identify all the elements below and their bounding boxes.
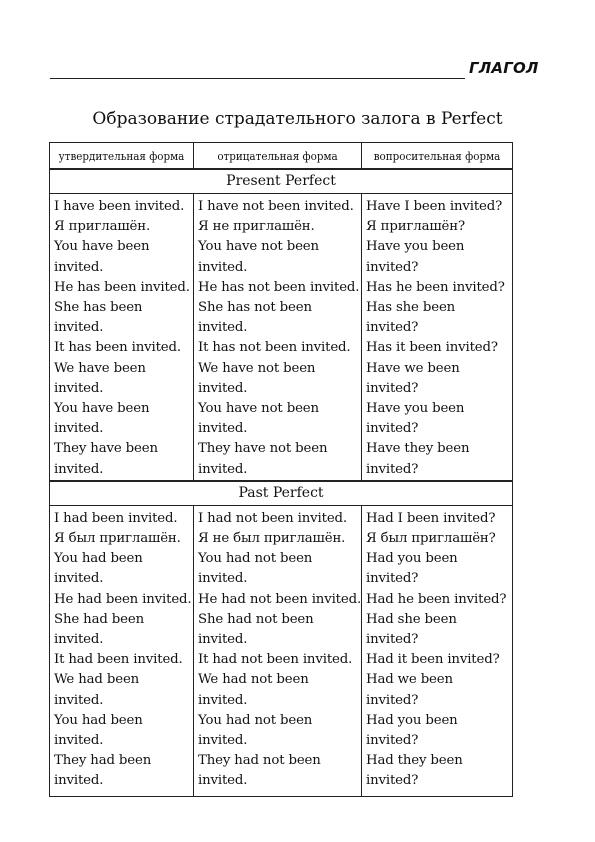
cell-line: Had she been: [366, 611, 457, 627]
table-row: [50, 505, 513, 796]
cell-line: Had I been invited?: [366, 510, 496, 526]
cell-line: He has been invited.: [54, 279, 190, 295]
cell-line: invited.: [54, 571, 104, 587]
affirmative-cell: [50, 194, 194, 481]
cell-line: Had you been: [366, 712, 458, 728]
cell-line: Had you been: [366, 551, 458, 567]
cell-line: We have been: [54, 360, 146, 376]
cell-line: invited.: [54, 461, 104, 477]
cell-line: We have not been: [198, 360, 316, 376]
cell-line: Have I been invited?: [366, 199, 503, 214]
cell-line: invited.: [54, 773, 104, 789]
cell-line: Я приглашён.: [54, 219, 151, 235]
table-row: [50, 194, 513, 481]
cell-line: invited.: [54, 692, 104, 708]
column-header-negative: отрицательная форма: [194, 143, 362, 170]
cell-line: invited?: [366, 571, 419, 587]
cell-line: invited.: [54, 632, 104, 648]
column-header-affirmative: утвердительная форма: [50, 143, 194, 170]
cell-line: Has she been: [366, 300, 456, 316]
header-rule: [50, 78, 465, 79]
cell-line: I have not been invited.: [198, 199, 354, 214]
cell-line: invited?: [366, 461, 419, 477]
cell-line: Had we been: [366, 672, 453, 688]
cell-line: I have been invited.: [54, 199, 185, 214]
cell-line: Had it been invited?: [366, 652, 500, 668]
cell-line: Has he been invited?: [366, 279, 505, 295]
cell-line: You had not been: [198, 712, 313, 728]
cell-line: It has been invited.: [54, 340, 181, 356]
cell-line: invited.: [54, 320, 104, 336]
cell-line: invited.: [54, 421, 104, 437]
cell-line: I had been invited.: [54, 510, 178, 526]
cell-line: They had been: [54, 753, 152, 769]
section-row-present-perfect: [50, 169, 513, 194]
cell-line: Я приглашён?: [366, 219, 465, 235]
cell-line: It has not been invited.: [198, 340, 351, 356]
cell-line: He had been invited.: [54, 591, 192, 607]
cell-line: invited.: [198, 259, 248, 275]
cell-line: You have not been: [198, 239, 319, 255]
cell-line: invited?: [366, 259, 419, 275]
cell-line: Has it been invited?: [366, 340, 498, 356]
affirmative-cell: [50, 505, 194, 796]
cell-line: She had not been: [198, 611, 314, 627]
cell-line: invited?: [366, 692, 419, 708]
cell-line: invited?: [366, 320, 419, 336]
section-row-past-perfect: [50, 481, 513, 506]
cell-line: Я был приглашён?: [366, 531, 496, 547]
cell-line: Have we been: [366, 360, 460, 376]
cell-line: invited.: [198, 571, 248, 587]
cell-line: invited.: [198, 692, 248, 708]
cell-line: invited.: [198, 632, 248, 648]
cell-line: Had they been: [366, 753, 463, 769]
cell-line: It had not been invited.: [198, 652, 353, 668]
cell-line: He has not been invited.: [198, 279, 360, 295]
cell-line: She had been: [54, 611, 145, 627]
running-header-label: ГЛАГОЛ: [469, 59, 539, 77]
page-title: Образование страдательного залога в Perfect: [92, 109, 503, 129]
section-title: Past Perfect: [50, 481, 513, 506]
cell-line: Have you been: [366, 239, 465, 255]
cell-line: invited.: [198, 421, 248, 437]
cell-line: Have they been: [366, 441, 470, 457]
cell-line: It had been invited.: [54, 652, 183, 668]
cell-line: invited.: [54, 380, 104, 396]
column-header-interrogative: вопросительная форма: [362, 143, 513, 170]
cell-line: invited?: [366, 733, 419, 749]
cell-line: Я не был приглашён.: [198, 531, 346, 547]
cell-line: He had not been invited.: [198, 591, 362, 607]
cell-line: You have not been: [198, 401, 319, 417]
cell-line: We had been: [54, 672, 140, 688]
cell-line: invited.: [54, 733, 104, 749]
negative-cell: [194, 505, 362, 796]
cell-line: You had been: [54, 551, 143, 567]
cell-line: They have not been: [198, 441, 328, 457]
cell-line: You had not been: [198, 551, 313, 567]
cell-line: invited?: [366, 773, 419, 789]
cell-line: invited.: [198, 320, 248, 336]
cell-line: invited.: [198, 773, 248, 789]
cell-line: invited.: [198, 461, 248, 477]
cell-line: invited.: [54, 259, 104, 275]
cell-line: invited?: [366, 632, 419, 648]
cell-line: You have been: [54, 239, 150, 255]
cell-line: invited?: [366, 421, 419, 437]
interrogative-cell: [362, 505, 513, 796]
cell-line: She has been: [54, 300, 143, 316]
section-title: Present Perfect: [50, 169, 513, 194]
cell-line: Have you been: [366, 401, 465, 417]
interrogative-cell: [362, 194, 513, 481]
cell-line: They have been: [54, 441, 158, 457]
cell-line: invited.: [198, 733, 248, 749]
header-row: [50, 143, 513, 170]
cell-line: We had not been: [198, 672, 309, 688]
cell-line: Я был приглашён.: [54, 531, 181, 547]
cell-line: invited.: [198, 380, 248, 396]
cell-line: Had he been invited?: [366, 591, 507, 607]
cell-line: I had not been invited.: [198, 510, 347, 526]
cell-line: She has not been: [198, 300, 312, 316]
negative-cell: [194, 194, 362, 481]
cell-line: They had not been: [198, 753, 321, 769]
cell-line: invited?: [366, 380, 419, 396]
cell-line: Я не приглашён.: [198, 219, 315, 235]
cell-line: You have been: [54, 401, 150, 417]
cell-line: You had been: [54, 712, 143, 728]
grammar-table: [49, 142, 513, 797]
